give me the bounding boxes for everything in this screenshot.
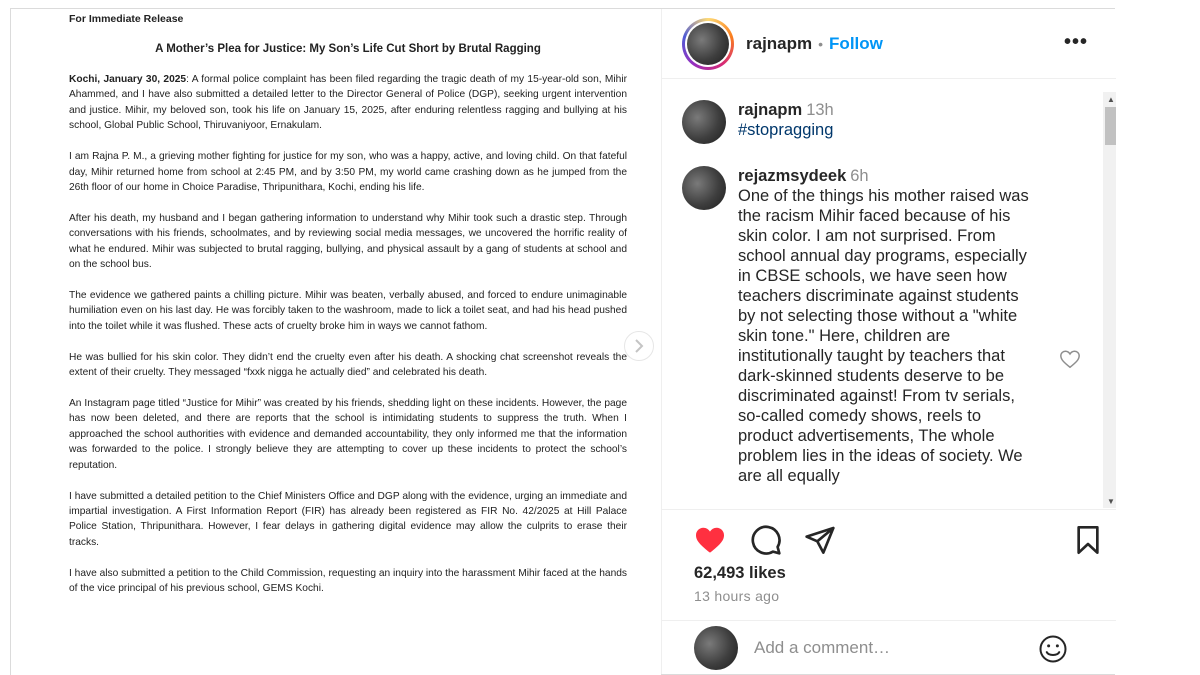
comment-username[interactable]: rajnapm: [738, 101, 803, 119]
comment-input[interactable]: [754, 638, 1034, 658]
doc-title: A Mother’s Plea for Justice: My Son’s Life Cut Short by Brutal Ragging: [155, 43, 541, 55]
doc-paragraph-text: : A formal police complaint has been filed regarding the tragic death of my 15-year-old son, Mihir Ahammed, and I have also submitted a detailed letter to the Director General of Police (DGP), seeking urgent intervention and justice. Mihir, my beloved son, took his life on January 15, 2025, after enduring relentless ragging and bullying at his school, Global Public School, Thiruvaniyoor, Ernakulam.: [69, 74, 627, 132]
post-header: [662, 9, 1116, 79]
post-card: [10, 8, 1115, 675]
like-heart-icon[interactable]: [694, 524, 726, 556]
scrollbar-thumb[interactable]: [1105, 107, 1116, 145]
doc-paragraph: After his death, my husband and I began gathering information to understand why Mihir took such a drastic step. Through conversations with his friends, schoolmates, and by reviewing social media messages, we uncovered the horrific reality of what he endured. Mihir was subjected to brutal ragging, bullying, and physical assault by a gang of students at school and on the school bus.: [69, 212, 627, 271]
list-item-comment: [682, 166, 1038, 486]
add-comment-bar: [662, 620, 1116, 674]
doc-paragraph: He was bullied for his skin color. They didn’t end the cruelty even after his death. A shocking chat screenshot reveals the extent of their cruelty. They messaged “fxxk nigga he actually died” and celebrated his death.: [69, 351, 627, 379]
like-count[interactable]: 62,493 likes: [694, 564, 786, 582]
doc-dateline: Kochi, January 30, 2025: [69, 74, 187, 85]
emoji-smiley-icon[interactable]: [1038, 634, 1068, 664]
comments-list: [662, 80, 1116, 508]
comment-username[interactable]: rejazmsydeek: [738, 167, 847, 185]
comment-like-heart-icon[interactable]: [1059, 348, 1081, 370]
avatar[interactable]: [687, 23, 729, 65]
avatar[interactable]: [682, 100, 726, 144]
comment-time[interactable]: 13h: [806, 101, 834, 119]
post-image-document: [11, 9, 661, 675]
caption-comment: [682, 100, 1038, 144]
avatar: [694, 626, 738, 670]
header-separator: •: [818, 35, 824, 52]
scroll-up-arrow-icon[interactable]: ▲: [1103, 92, 1116, 106]
post-timestamp[interactable]: 13 hours ago: [694, 588, 780, 604]
doc-paragraph: An Instagram page titled “Justice for Mihir” was created by his friends, shedding light on these incidents. However, the page has now been deleted, and there are reports that the school is intimidating students to suppress the truth. When I approached the school authorities with evidence and demanded accountability, they only informed me that the information was forwarded to the police. I strongly believe they are attempting to cover up these incidents to protect the school’s reputation.: [69, 398, 627, 471]
comments-scrollbar[interactable]: [1103, 92, 1116, 508]
chevron-right-icon: [634, 339, 644, 353]
doc-paragraph: I have submitted a detailed petition to the Chief Ministers Office and DGP along with the evidence, urging an immediate and impartial investigation. A First Information Report (FIR) has already been registered as FIR No. 42/2025 at Hill Palace Police Station, Thripunithara. However, I fear delays in gathering digital evidence may allow the culprits to erase their tracks.: [69, 490, 627, 548]
doc-paragraph: I am Rajna P. M., a grieving mother fighting for justice for my son, who was a happy, active, and loving child. On that fateful day, Mihir returned home from school at 2:45 PM, and by 3:50 PM, my world came crashing down as he jumped from the 26th floor of our home in Choice Paradise, Thripunithara, Kochi, ending his life.: [69, 151, 627, 193]
share-send-icon[interactable]: [804, 524, 836, 556]
next-slide-button[interactable]: [624, 331, 654, 361]
avatar[interactable]: [682, 166, 726, 210]
follow-button[interactable]: Follow: [829, 33, 883, 53]
hashtag-link[interactable]: #stopragging: [738, 121, 834, 139]
doc-release-line: For Immediate Release: [69, 13, 184, 25]
comment-bubble-icon[interactable]: [750, 524, 782, 556]
comment-text: One of the things his mother raised was the racism Mihir faced because of his skin color. I am not surprised. From school annual day programs, especially in CBSE schools, we have seen how teachers discriminate against students by not selecting those without a "white skin tone." Here, children are institutionally taught by teachers that dark-skinned students deserve to be discriminated against! From tv serials, so-called comedy shows, reels to product advertisements, The whole problem lies in the ideas of society. We are all equally: [738, 187, 1029, 485]
story-ring[interactable]: [682, 18, 734, 70]
scroll-down-arrow-icon[interactable]: ▼: [1107, 496, 1115, 506]
header-username[interactable]: rajnapm: [746, 33, 813, 53]
post-side-panel: [661, 9, 1115, 674]
comment-time[interactable]: 6h: [850, 167, 869, 185]
more-options-icon[interactable]: •••: [1063, 31, 1088, 53]
action-bar: [662, 509, 1116, 619]
doc-paragraph: [69, 72, 627, 134]
save-bookmark-icon[interactable]: [1072, 524, 1104, 556]
doc-paragraph: The evidence we gathered paints a chilling picture. Mihir was beaten, verbally abused, and forced to endure unimaginable humiliation even on his last day. He was forcibly taken to the washroom, made to lick a toilet seat, and had his head pushed into the toilet while it was flushed. These acts of cruelty broke him in ways we cannot fathom.: [69, 289, 627, 332]
doc-paragraph: I have also submitted a petition to the Child Commission, requesting an inquiry into the harassment Mihir faced at the hands of the vice principal of his previous school, GEMS Kochi.: [69, 567, 627, 595]
